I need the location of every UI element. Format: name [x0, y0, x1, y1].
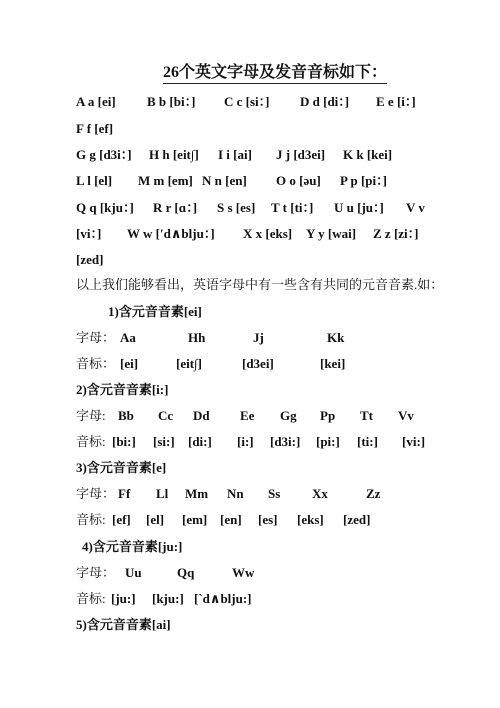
phonetics-label: 音标: — [76, 591, 106, 606]
alphabet-entry: N n [en] — [202, 173, 247, 188]
letters-row — [0, 406, 500, 426]
alphabet-entry: G g [d3i：] — [76, 147, 132, 162]
letter-pair: Aa — [120, 330, 136, 345]
phonetic-symbol: [ti:] — [357, 434, 378, 449]
letter-pair: Dd — [193, 408, 210, 423]
alphabet-entry: [zed] — [76, 252, 104, 267]
alphabet-entry: I i [ai] — [218, 147, 252, 162]
alphabet-entry: [vi：] — [76, 226, 102, 241]
letter-pair: Ee — [240, 408, 255, 423]
phonetic-symbol: [es] — [258, 512, 278, 527]
letter-pair: Zz — [366, 486, 381, 501]
intro-sentence: 以上我们能够看出，英语字母中有一些含有共同的元音音素.如： — [76, 277, 444, 292]
phonetic-symbol: [`d∧blju:] — [194, 591, 252, 606]
letters-label: 字母： — [76, 486, 116, 501]
letters-row — [0, 484, 500, 504]
group-heading — [0, 458, 500, 478]
group-heading-text: 1)含元音音素[ei] — [108, 304, 202, 319]
phonetic-symbol: [ei] — [120, 356, 139, 371]
letter-pair: Xx — [312, 486, 328, 501]
alphabet-entry: B b [bi：] — [147, 94, 196, 109]
phonetics-label: 音标： — [76, 356, 116, 371]
letters-row — [0, 328, 500, 348]
alphabet-row — [0, 145, 500, 165]
letter-pair: Pp — [320, 408, 336, 423]
phonetic-symbol: [em] — [182, 512, 208, 527]
letter-pair: Mm — [185, 486, 209, 501]
alphabet-row — [0, 92, 500, 112]
group-heading — [0, 615, 500, 635]
alphabet-entry: V v — [406, 200, 425, 215]
alphabet-entry: L l [el] — [76, 173, 113, 188]
letter-pair: Vv — [398, 408, 414, 423]
phonetic-symbol: [i:] — [237, 434, 254, 449]
phonetic-symbol: [bi:] — [112, 434, 136, 449]
phonetics-row — [0, 354, 500, 374]
group-heading-text: 4)含元音音素[ju:] — [82, 539, 183, 554]
group-heading-text: 2)含元音音素[i:] — [76, 382, 169, 397]
alphabet-entry: Z z [zi：] — [373, 226, 419, 241]
phonetic-symbol: [eit∫] — [176, 356, 202, 371]
letter-pair: Ll — [156, 486, 169, 501]
alphabet-entry: F f [ef] — [76, 121, 114, 136]
letter-pair: Ww — [232, 565, 255, 580]
letter-pair: Cc — [158, 408, 174, 423]
letters-row — [0, 563, 500, 583]
letter-pair: Nn — [227, 486, 244, 501]
letters-label: 字母: — [76, 408, 106, 423]
letter-pair: Jj — [253, 330, 264, 345]
phonetics-label: 音标: — [76, 434, 106, 449]
phonetic-symbol: [pi:] — [316, 434, 340, 449]
alphabet-entry: D d [di：] — [300, 94, 350, 109]
phonetic-symbol: [si:] — [153, 434, 175, 449]
alphabet-row — [0, 224, 500, 244]
phonetics-row — [0, 589, 500, 609]
letter-pair: Tt — [360, 408, 373, 423]
alphabet-entry: X x [eks] — [243, 226, 293, 241]
alphabet-row — [0, 250, 500, 270]
letter-pair: Kk — [327, 330, 345, 345]
alphabet-entry: S s [es] — [217, 200, 256, 215]
alphabet-row — [0, 198, 500, 218]
group-heading — [0, 537, 500, 557]
letter-pair: Bb — [118, 408, 134, 423]
letter-pair: Qq — [177, 565, 195, 580]
letter-pair: Uu — [125, 565, 142, 580]
alphabet-entry: Q q [kju：] — [76, 200, 134, 215]
page-title: 26个英文字母及发音音标如下： — [163, 64, 387, 84]
alphabet-entry: U u [ju：] — [334, 200, 384, 215]
alphabet-entry: W w [′d∧blju：] — [127, 226, 215, 241]
alphabet-entry: J j [d3ei] — [276, 147, 326, 162]
alphabet-entry: M m [em] — [138, 173, 193, 188]
alphabet-row — [0, 171, 500, 191]
letter-pair: Ss — [268, 486, 281, 501]
phonetic-symbol: [eks] — [297, 512, 324, 527]
phonetics-row — [0, 432, 500, 452]
alphabet-entry: H h [eit∫] — [149, 147, 199, 162]
phonetic-symbol: [ju:] — [111, 591, 136, 606]
phonetic-symbol: [zed] — [343, 512, 371, 527]
phonetic-symbol: [vi:] — [402, 434, 426, 449]
group-heading — [0, 380, 500, 400]
group-heading — [0, 302, 500, 322]
phonetics-label: 音标: — [76, 512, 106, 527]
group-heading-text: 3)含元音音素[e] — [76, 460, 167, 475]
phonetic-symbol: [d3ei] — [242, 356, 274, 371]
phonetic-symbol: [kju:] — [152, 591, 184, 606]
alphabet-entry: P p [pi：] — [340, 173, 387, 188]
phonetic-symbol: [di:] — [188, 434, 212, 449]
phonetic-symbol: [en] — [220, 512, 242, 527]
alphabet-entry: O o [əu] — [276, 173, 321, 188]
alphabet-entry: A a [ei] — [76, 94, 116, 109]
alphabet-entry: E e [i：] — [376, 94, 416, 109]
letter-pair: Gg — [280, 408, 297, 423]
phonetic-symbol: [d3i:] — [270, 434, 301, 449]
group-heading-text: 5)含元音音素[ai] — [76, 617, 171, 632]
letters-label: 字母： — [76, 330, 116, 345]
alphabet-entry: Y y [wai] — [306, 226, 357, 241]
phonetic-symbol: [ef] — [112, 512, 131, 527]
intro-text — [0, 275, 500, 295]
phonetic-symbol: [el] — [146, 512, 165, 527]
alphabet-row — [0, 119, 500, 139]
alphabet-entry: K k [kei] — [343, 147, 393, 162]
alphabet-entry: C c [si：] — [224, 94, 270, 109]
alphabet-entry: R r [ɑ：] — [153, 200, 198, 215]
letter-pair: Ff — [118, 486, 131, 501]
alphabet-entry: T t [ti：] — [271, 200, 314, 215]
letter-pair: Hh — [188, 330, 206, 345]
letters-label: 字母： — [76, 565, 116, 580]
phonetics-row — [0, 510, 500, 530]
phonetic-symbol: [kei] — [320, 356, 346, 371]
